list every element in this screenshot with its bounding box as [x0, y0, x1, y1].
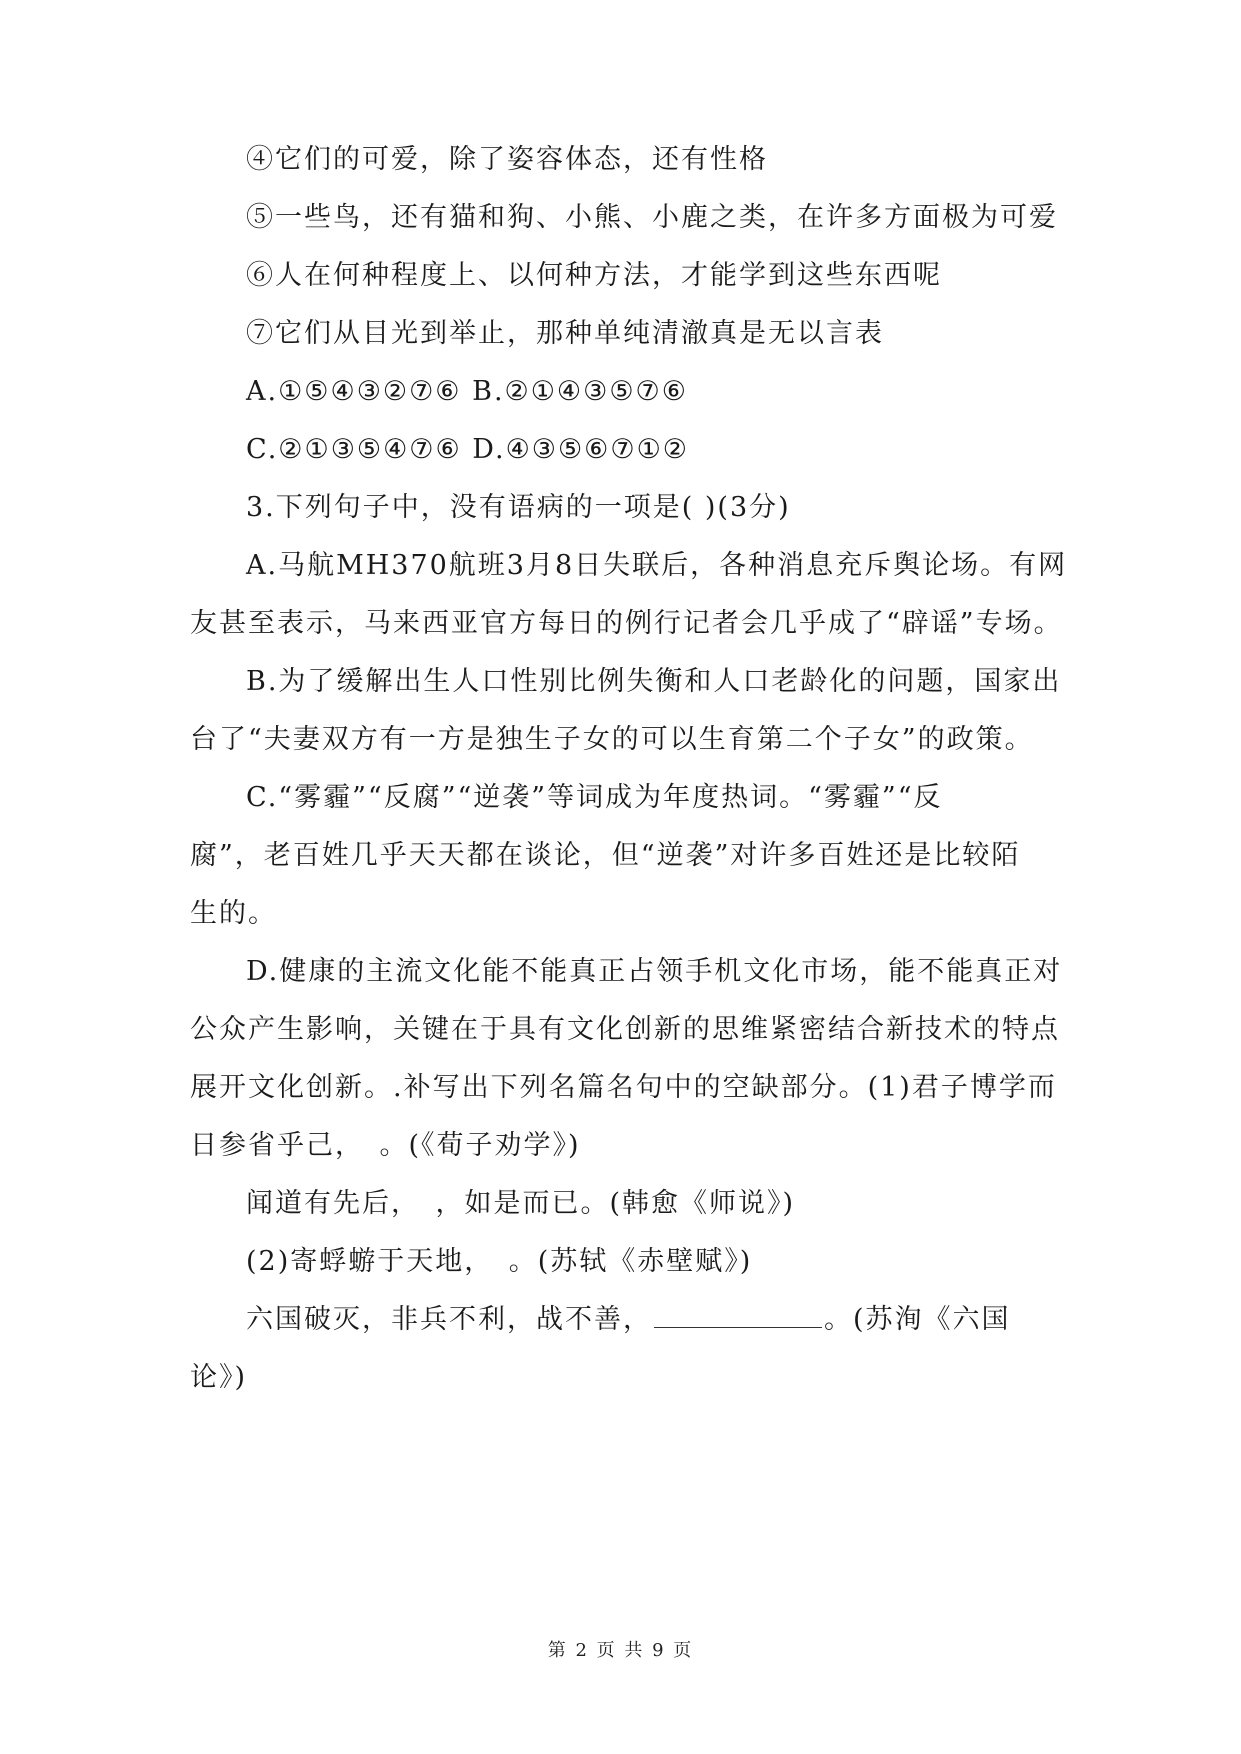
- question-3-title: 3.下列句子中，没有语病的一项是( )(3分): [246, 492, 791, 523]
- quote-line-4-end: 。(苏洵《六国: [824, 1304, 1011, 1335]
- option-a-line-1: A.马航MH370航班3月8日失联后，各种消息充斥舆论场。有网: [246, 550, 1068, 581]
- option-c-line-2: 腐”，老百姓几乎天天都在谈论，但“逆袭”对许多百姓还是比较陌: [190, 840, 1021, 871]
- option-a-line-2: 友甚至表示，马来西亚官方每日的例行记者会几乎成了“辟谣”专场。: [190, 608, 1063, 639]
- option-d-line-1: D.健康的主流文化能不能真正占领手机文化市场，能不能真正对: [246, 956, 1063, 987]
- option-d-line-2: 公众产生影响，关键在于具有文化创新的思维紧密结合新技术的特点: [190, 1014, 1060, 1045]
- option-line-4: ④它们的可爱，除了姿容体态，还有性格: [246, 144, 768, 175]
- quote-line-1: 日参省乎己， 。(《荀子劝学》): [190, 1130, 581, 1161]
- answer-choices-cd: C.②①③⑤④⑦⑥ D.④③⑤⑥⑦①②: [246, 434, 689, 465]
- option-c-line-3: 生的。: [190, 898, 277, 929]
- option-line-6: ⑥人在何种程度上、以何种方法，才能学到这些东西呢: [246, 260, 942, 291]
- quote-line-2: 闻道有先后， ，如是而已。(韩愈《师说》): [246, 1188, 796, 1219]
- option-b-line-1: B.为了缓解出生人口性别比例失衡和人口老龄化的问题，国家出: [246, 666, 1062, 697]
- option-c-line-1: C.“雾霾”“反腐”“逆袭”等词成为年度热词。“雾霾”“反: [246, 782, 943, 813]
- option-line-5: ⑤一些鸟，还有猫和狗、小熊、小鹿之类，在许多方面极为可爱: [246, 202, 1058, 233]
- quote-line-4: [246, 1300, 1011, 1340]
- option-b-line-2: 台了“夫妻双方有一方是独生子女的可以生育第二个子女”的政策。: [190, 724, 1034, 755]
- quote-line-3: (2)寄蜉蝣于天地， 。(苏轼《赤壁赋》): [246, 1246, 753, 1277]
- quote-line-5: 论》): [190, 1362, 248, 1393]
- page-footer: 第 2 页 共 9 页: [547, 1640, 694, 1661]
- fill-in-blank: [654, 1301, 822, 1328]
- option-d-line-3: 展开文化创新。.补写出下列名篇名句中的空缺部分。(1)君子博学而: [190, 1072, 1057, 1103]
- quote-line-4-start: 六国破灭，非兵不利，战不善，: [246, 1304, 652, 1335]
- option-line-7: ⑦它们从目光到举止，那种单纯清澈真是无以言表: [246, 318, 884, 349]
- answer-choices-ab: A.①⑤④③②⑦⑥ B.②①④③⑤⑦⑥: [246, 376, 688, 407]
